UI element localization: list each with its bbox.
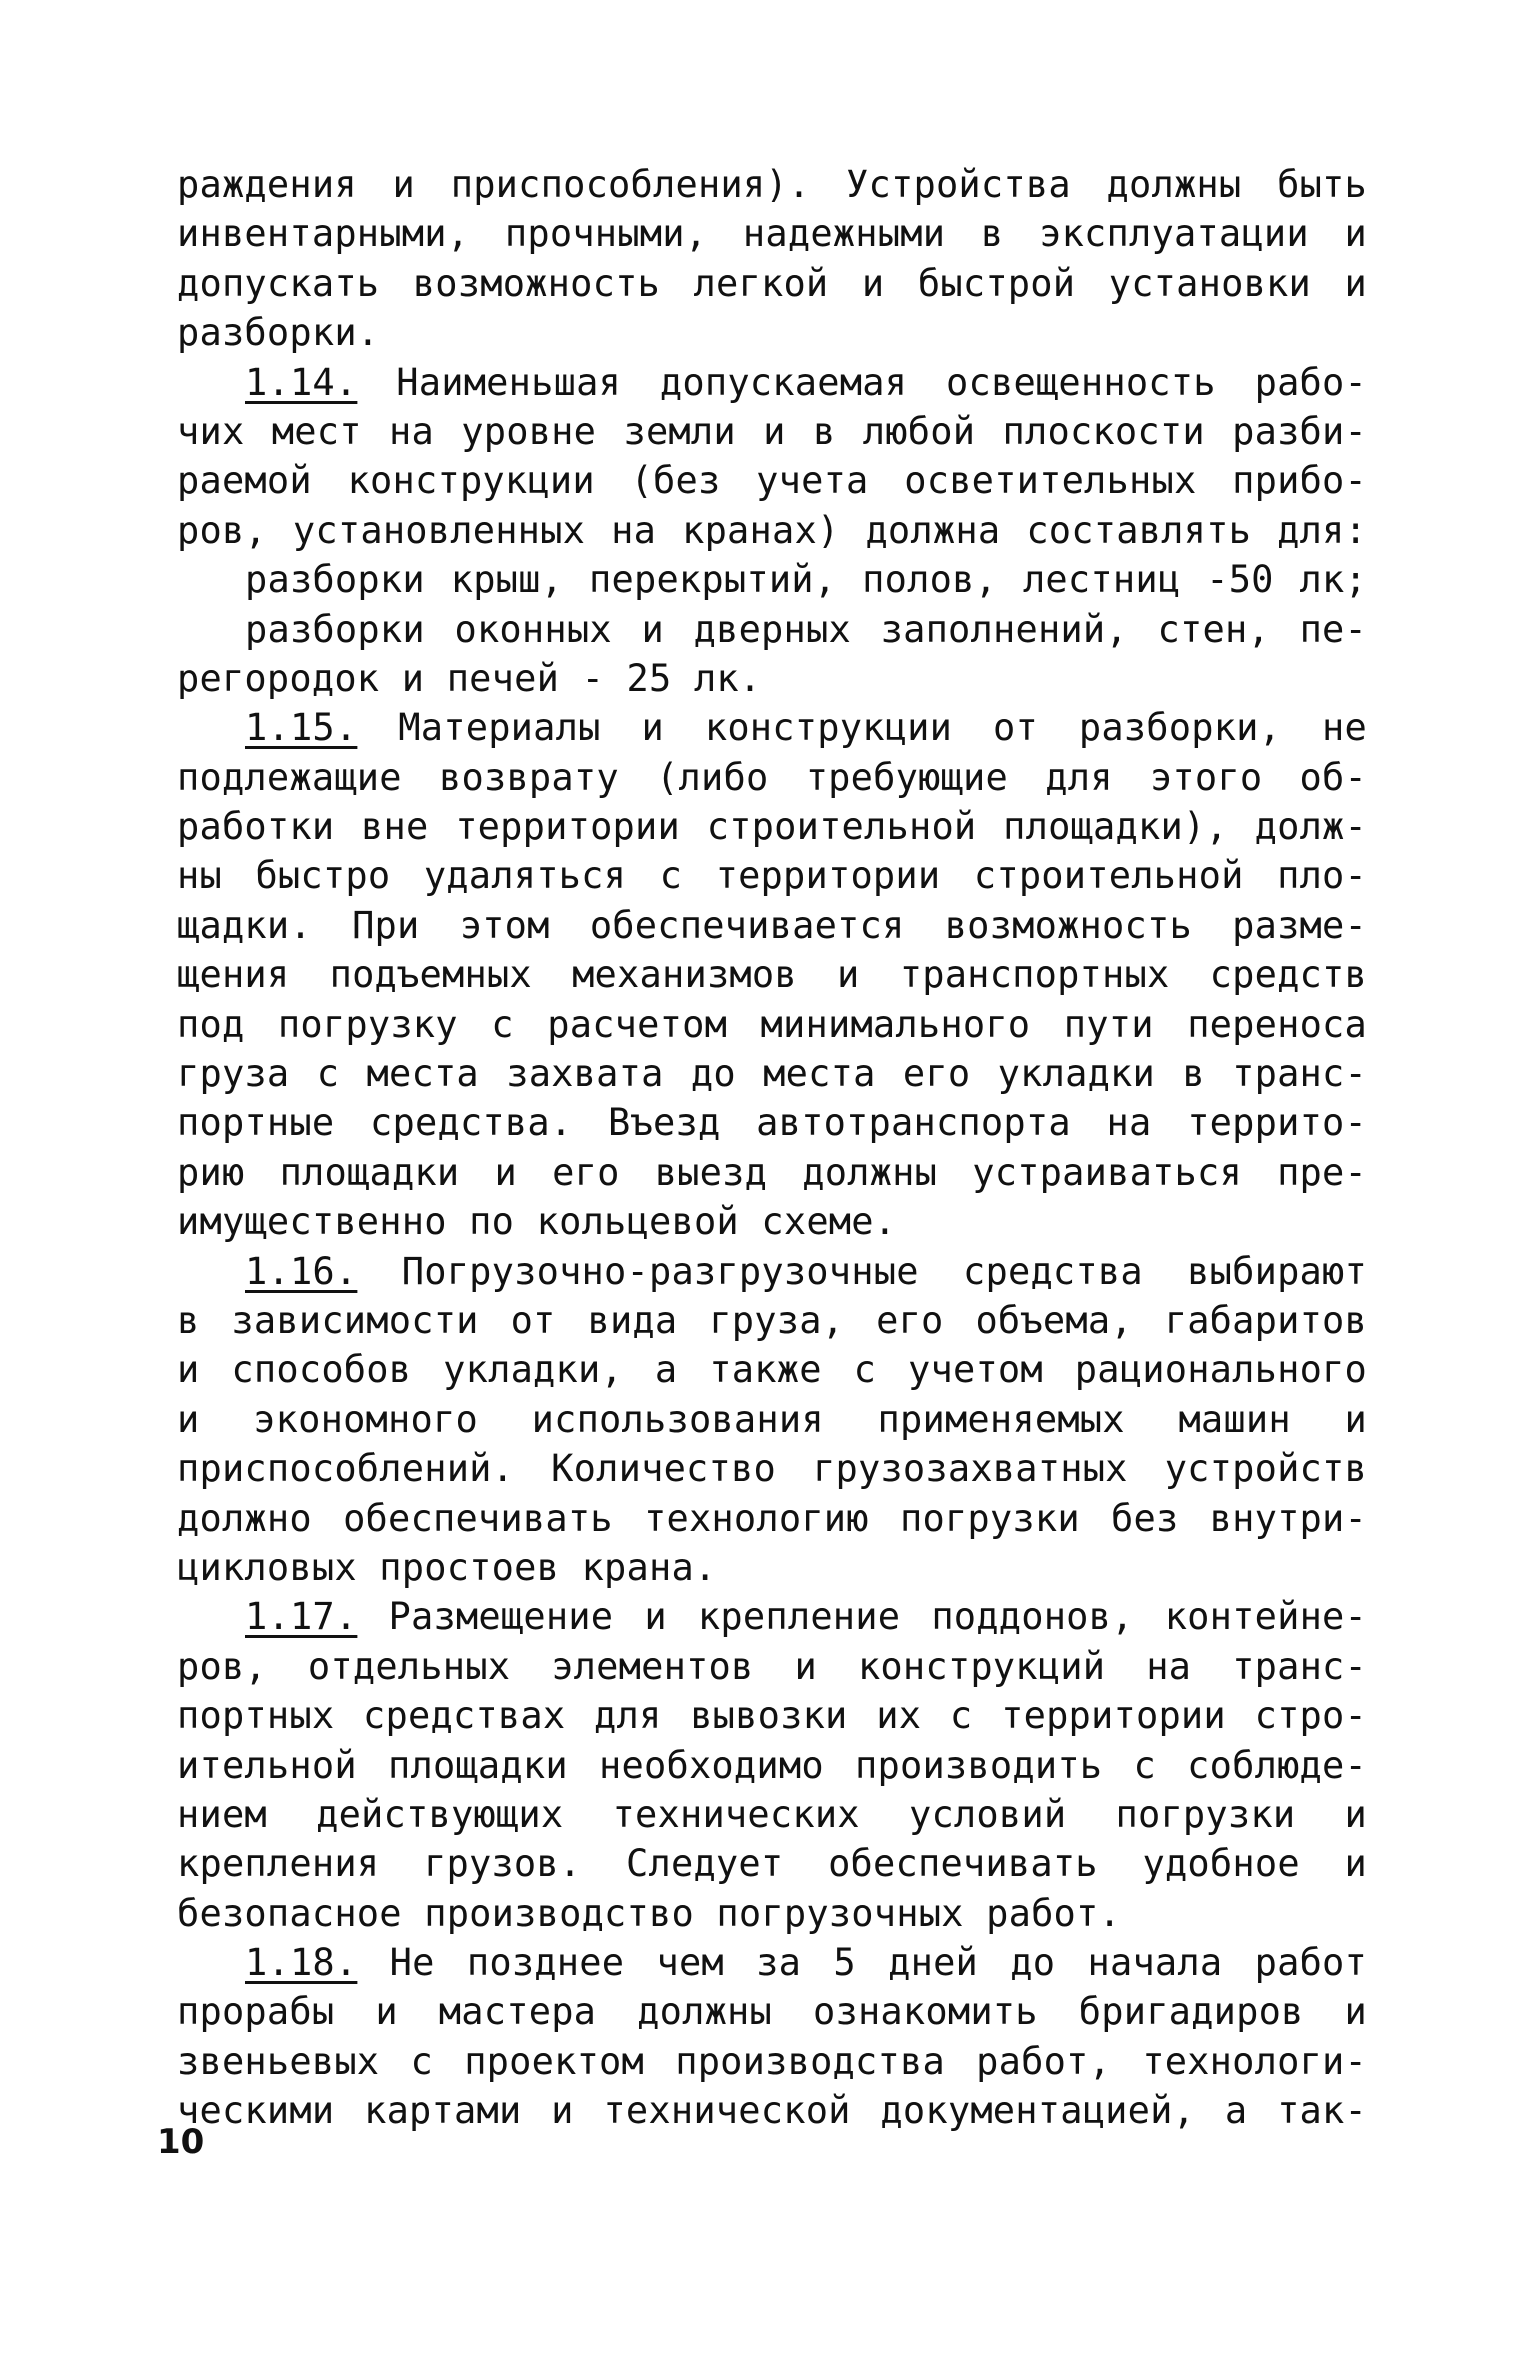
text-line [177,605,1367,654]
line-text: груза с места захвата до места его укладки в транс- [177,1052,1367,1096]
line-text: под погрузку с расчетом минимального пути переноса [177,1002,1367,1046]
text-line [177,1296,1367,1345]
section-number: 1.15. [245,706,358,750]
line-text: ческими картами и технической документацией, а так- [177,2089,1367,2133]
line-text: инвентарными, прочными, надежными в эксплуатации и [177,212,1367,256]
text-line [177,901,1367,950]
text-line [177,1197,1367,1246]
text-line [177,753,1367,802]
text-line [177,506,1367,555]
line-text: рию площадки и его выезд должны устраиваться пре- [177,1150,1367,1194]
line-text: должно обеспечивать технологию погрузки без внутри- [177,1496,1367,1540]
line-text: ительной площадки необходимо производить с соблюде- [177,1743,1367,1787]
line-text: имущественно по кольцевой схеме. [177,1200,897,1244]
text-line [177,1098,1367,1147]
line-text: раемой конструкции (без учета осветительных прибо- [177,459,1367,503]
text-line [177,259,1367,308]
text-line [177,407,1367,456]
line-text: чих мест на уровне земли и в любой плоскости разби- [177,409,1367,453]
line-text: цикловых простоев крана. [177,1545,717,1589]
line-text: портные средства. Въезд автотранспорта на террито- [177,1101,1367,1145]
line-text: допускать возможность легкой и быстрой установки и [177,261,1367,305]
line-text: регородок и печей - 25 лк. [177,656,762,700]
line-text: Материалы и конструкции от разборки, не [357,706,1367,750]
line-text: в зависимости от вида груза, его объема, габаритов [177,1298,1367,1342]
line-text: нием действующих технических условий погрузки и [177,1792,1367,1836]
paragraph-start-line [177,703,1367,752]
text-line [177,1049,1367,1098]
line-text: крепления грузов. Следует обеспечивать удобное и [177,1842,1367,1886]
section-number: 1.17. [245,1595,358,1639]
section-number: 1.18. [245,1941,358,1985]
line-text: Не позднее чем за 5 дней до начала работ [357,1941,1367,1985]
line-text: Наименьшая допускаемая освещенность рабо- [357,360,1367,404]
line-text: разборки. [177,311,380,355]
paragraph-start-line [177,1592,1367,1641]
text-line [177,2037,1367,2086]
text-line [177,1345,1367,1394]
text-line [177,802,1367,851]
paragraph-start-line [177,1938,1367,1987]
line-text: звеньевых с проектом производства работ, технологи- [177,2039,1367,2083]
text-line [177,1691,1367,1740]
text-line [177,308,1367,357]
text-line [177,1889,1367,1938]
line-text: и способов укладки, а также с учетом рационального [177,1348,1367,1392]
line-text: и экономного использования применяемых машин и [177,1397,1367,1441]
line-text: ны быстро удаляться с территории строительной пло- [177,854,1367,898]
text-line [177,1987,1367,2036]
text-line [177,1444,1367,1493]
text-line [177,456,1367,505]
body-text [177,160,1367,2136]
line-text: портных средствах для вывозки их с территории стро- [177,1694,1367,1738]
text-line [177,1790,1367,1839]
line-text: щадки. При этом обеспечивается возможность разме- [177,903,1367,947]
text-line [177,1494,1367,1543]
text-line [177,654,1367,703]
text-line [177,160,1367,209]
line-text: раждения и приспособления). Устройства должны быть [177,163,1367,206]
text-line [177,1642,1367,1691]
text-line [177,1741,1367,1790]
line-text: ров, отдельных элементов и конструкций на транс- [177,1644,1367,1688]
section-number: 1.16. [245,1249,358,1293]
text-line [177,851,1367,900]
text-line [177,555,1367,604]
text-line [177,209,1367,258]
line-text: Размещение и крепление поддонов, контейне- [357,1595,1367,1639]
line-text: разборки крыш, перекрытий, полов, лестниц -50 лк; [245,558,1367,602]
line-text: щения подъемных механизмов и транспортных средств [177,953,1367,997]
page-number: 10 [157,2122,205,2162]
text-line [177,1839,1367,1888]
line-text: приспособлений. Количество грузозахватных устройств [177,1447,1367,1491]
section-number: 1.14. [245,360,358,404]
text-line [177,1543,1367,1592]
text-line [177,1000,1367,1049]
text-line [177,950,1367,999]
line-text: разборки оконных и дверных заполнений, стен, пе- [245,607,1367,651]
text-line [177,2086,1367,2135]
line-text: ров, установленных на кранах) должна составлять для: [177,508,1367,552]
text-line [177,1395,1367,1444]
line-text: прорабы и мастера должны ознакомить бригадиров и [177,1990,1367,2034]
line-text: безопасное производство погрузочных работ. [177,1891,1121,1935]
text-line [177,1148,1367,1197]
line-text: подлежащие возврату (либо требующие для этого об- [177,755,1367,799]
line-text: работки вне территории строительной площадки), долж- [177,805,1367,849]
paragraph-start-line [177,358,1367,407]
line-text: Погрузочно-разгрузочные средства выбирают [357,1249,1367,1293]
paragraph-start-line [177,1247,1367,1296]
